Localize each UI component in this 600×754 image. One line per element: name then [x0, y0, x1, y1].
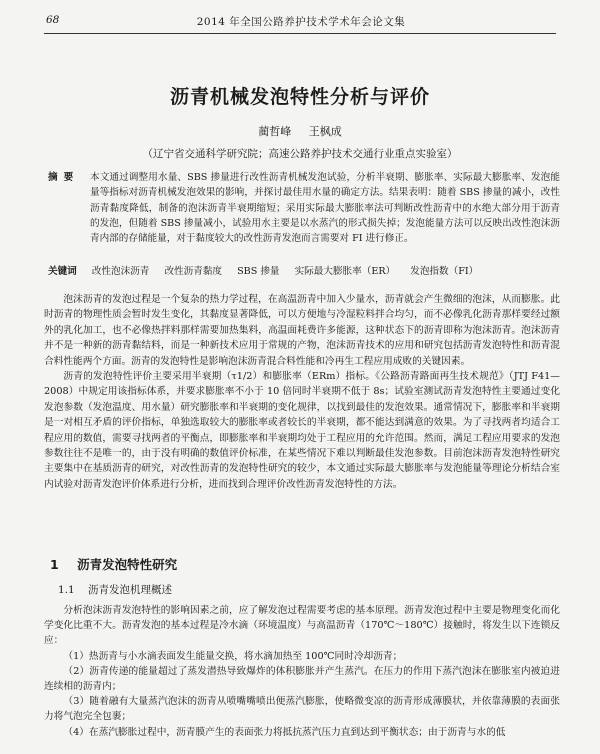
section-heading: [50, 555, 177, 573]
abstract-text: 本文通过调整用水量、SBS 掺量进行改性沥青机械发泡试验，分析半衰期、膨胀率、实际最大膨胀率、发泡能量等指标对沥青机械发泡效果的影响，并探讨最佳用水量的确定方法。结果表明：随着 SBS 掺量的减小，改性沥青黏度降低，制备的泡沫沥青半衰期缩短；采用实际最大膨胀率法可判断改性沥青中的水绝大部分用于沥青的发泡，但随着 SBS 掺量减小，试验用水主要是以水蒸汽的形式损失掉；发泡能量方法可以反映出改性泡沫沥青内部的存储能量，对于黏度较大的改性沥青发泡而言需要对 FI 进行修正。: [90, 172, 560, 245]
paragraph: 泡沫沥青的发泡过程是一个复杂的热力学过程，在高温沥青中加入少量水，沥青就会产生微细的泡沫，从而膨胀。此时沥青的物理性质会暂时发生变化，其黏度显著降低，可以方便地与冷湿粒料拌合均匀，而不必像乳化沥青那样要经过额外的乳化加工，也不必像热拌料那样需要加热集料，高温面耗费许多能源，这种状态下的沥青即称为泡沫沥青。泡沫沥青并不是一种新的沥青黏结料，而是一种新技术应用于常规的产物，泡沫沥青技术的应用和研究包括沥青发泡特性和沥青混合料性能两个方面。沥青的发泡特性是影响泡沫沥青混合料性能和冷再生工程应用成败的关键因素。: [44, 294, 560, 367]
list-item: （1）热沥青与小水滴表面发生能量交换，将水滴加热至 100℃同时冷却沥青；: [63, 650, 403, 662]
section-body: [44, 603, 560, 740]
introduction: [44, 292, 560, 492]
subsection-number: 1.1: [58, 584, 75, 596]
keyword: 实际最大膨胀率（ER）: [294, 266, 396, 277]
paragraph: 分析泡沫沥青发泡特性的影响因素之前，应了解发泡过程需要考虑的基本原理。沥青发泡过程中主要是物理变化而化学变化比重不大。沥青发泡的基本过程是冷水滴（环境温度）与高温沥青（170℃～180℃）接触时，将发生以下连锁反应：: [44, 605, 560, 647]
header-rule: [44, 33, 556, 34]
keywords-label: 关键词: [48, 266, 77, 277]
keyword: SBS 掺量: [237, 266, 280, 277]
affiliation: （辽宁省交通科学研究院；高速公路养护技术交通行业重点实验室）: [142, 148, 458, 160]
section-number: 1: [50, 557, 59, 572]
list-item: （4）在蒸汽膨胀过程中，沥青膜产生的表面张力将抵抗蒸汽压力直到达到平衡状态；由于沥青与水的低: [63, 726, 506, 738]
author: 王枫成: [308, 125, 342, 138]
section-title: 沥青发泡特性研究: [77, 557, 178, 572]
list-item: （3）随着融有大量蒸汽泡沫的沥青从喷嘴嘴喷出便蒸汽膨胀，使略微变凉的沥青形成薄膜状，并依靠薄膜的表面张力将气泡完全包裹；: [44, 696, 560, 723]
page-number: 68: [46, 14, 60, 26]
abstract-label: 摘要: [48, 172, 80, 183]
authors: [0, 123, 600, 139]
paragraph: 沥青的发泡特性评价主要采用半衰期（τ1/2）和膨胀率（ERm）指标。《公路沥青路面再生技术规范》（JTJ F41—2008）中规定用该指标体系，并要求膨胀率不小于 10 倍同时半衰期不低于 8s；试验室测试沥青发泡特性主要通过变化发泡参数（发泡温度、用水量）研究膨胀率和半衰期的变化规律，以找到最佳的发泡效果。通常情况下，膨胀率和半衰期是一对相互矛盾的评价指标，单独选取较大的膨胀率或者较长的半衰期，都不能达到满意的效果。为了寻找两者均适合工程应用的数值，需要寻找两者的平衡点，即膨胀率和半衰期均处于工程应用的允许范围。然而，满足工程应用要求的发泡参数往往不是唯一的，由于没有明确的数值评价标准，在某些情况下难以判断最佳发泡参数。目前泡沫沥青发泡特性研究主要集中在基质沥青的研究，对改性沥青的发泡特性研究的较少，本文通过实际最大膨胀率与发泡能量等理论分析结合室内试验对沥青发泡评价体系进行分析，进而找到合理评价改性沥青发泡特性的方法。: [44, 371, 560, 490]
list-item: （2）沥青传递的能量超过了蒸发潜热导致爆炸的体积膨胀并产生蒸汽。在压力的作用下蒸汽泡沫在膨胀室内被迫进连续相的沥青内；: [44, 665, 560, 693]
keyword: 发泡指数（FI）: [410, 266, 479, 277]
abstract: [48, 170, 560, 246]
author: 蔺哲峰: [258, 125, 292, 138]
keyword: 改性沥青黏度: [164, 266, 223, 277]
subsection-title: 沥青发泡机理概述: [88, 584, 173, 596]
subsection-heading: [58, 582, 172, 597]
journal-title: 2014 年全国公路养护技术学术年会论文集: [196, 16, 406, 28]
keyword: 改性泡沫沥青: [91, 266, 150, 277]
running-header: [46, 14, 556, 32]
paper-title: 沥青机械发泡特性分析与评价: [169, 86, 430, 108]
keywords: [48, 264, 560, 279]
